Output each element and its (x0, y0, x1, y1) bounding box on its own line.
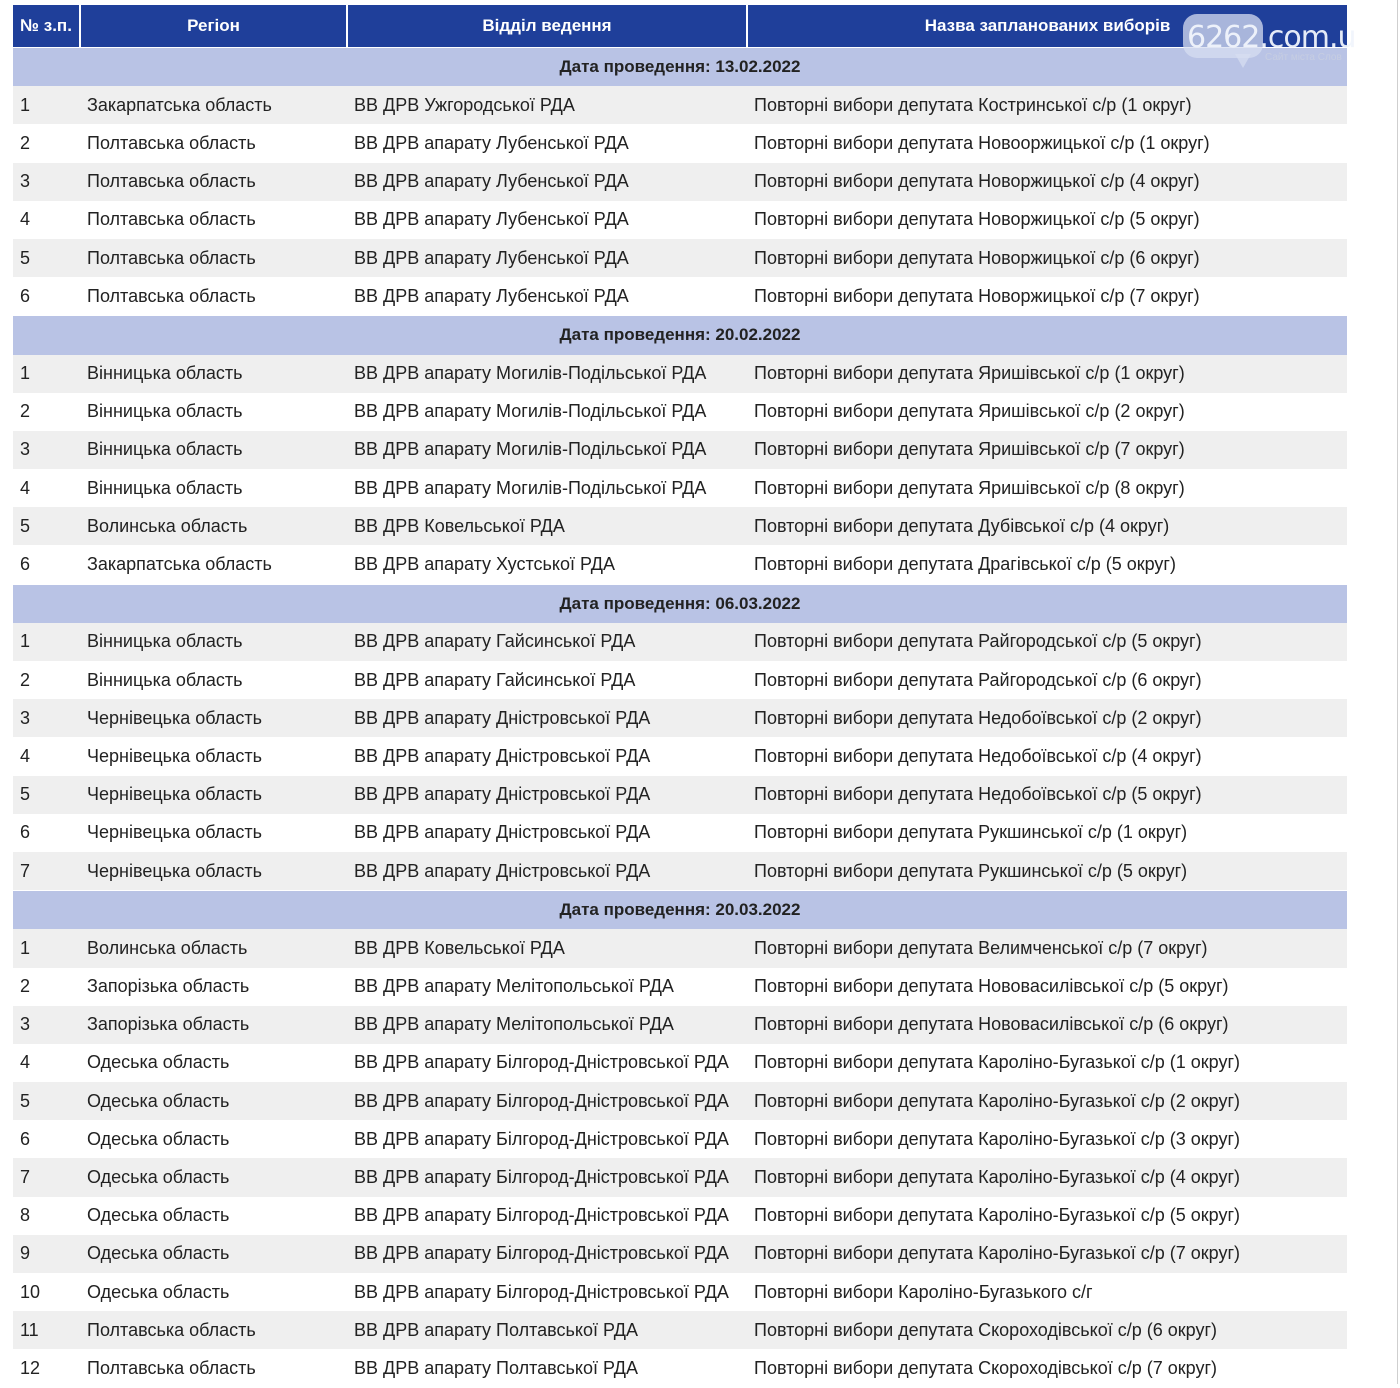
table-row (13, 507, 1347, 545)
table-row (13, 1158, 1347, 1196)
cell-election-name: Повторні вибори депутата Рукшинської с/р (5 округ) (747, 852, 1347, 891)
cell-number: 6 (13, 277, 80, 316)
cell-election-name: Повторні вибори депутата Яришівської с/р (2 округ) (747, 393, 1347, 431)
cell-election-name: Повторні вибори депутата Кароліно-Бугазької с/р (5 округ) (747, 1197, 1347, 1235)
cell-number: 6 (13, 545, 80, 584)
cell-number: 5 (13, 1082, 80, 1120)
cell-department: ВВ ДРВ апарату Білгород-Дністровської РДА (347, 1197, 747, 1235)
cell-number: 8 (13, 1197, 80, 1235)
table-row (13, 1197, 1347, 1235)
date-group-row (13, 891, 1347, 930)
cell-department: ВВ ДРВ апарату Мелітопольської РДА (347, 1006, 747, 1044)
cell-number: 1 (13, 355, 80, 393)
table-row (13, 239, 1347, 277)
cell-number: 4 (13, 469, 80, 507)
cell-election-name: Повторні вибори депутата Скороходівської с/р (6 округ) (747, 1311, 1347, 1349)
cell-department: ВВ ДРВ апарату Білгород-Дністровської РДА (347, 1273, 747, 1311)
table-row (13, 1349, 1347, 1387)
cell-number: 1 (13, 929, 80, 967)
logo-bubble-tail (1235, 54, 1251, 68)
table-row (13, 852, 1347, 891)
logo-text: 6262.com.u (1187, 20, 1356, 55)
cell-department: ВВ ДРВ апарату Білгород-Дністровської РДА (347, 1044, 747, 1082)
table-row (13, 968, 1347, 1006)
date-group-label: Дата проведення: 13.02.2022 (13, 48, 1347, 87)
cell-number: 3 (13, 699, 80, 737)
table-row (13, 1273, 1347, 1311)
date-group-row (13, 48, 1347, 87)
table-row (13, 1006, 1347, 1044)
date-group-label: Дата проведення: 20.02.2022 (13, 316, 1347, 355)
table-row (13, 1311, 1347, 1349)
cell-number: 5 (13, 507, 80, 545)
cell-region: Закарпатська область (80, 86, 347, 124)
cell-department: ВВ ДРВ апарату Могилів-Подільської РДА (347, 431, 747, 469)
cell-region: Запорізька область (80, 1006, 347, 1044)
cell-number: 5 (13, 239, 80, 277)
table-header (13, 5, 1347, 48)
cell-election-name: Повторні вибори депутата Новоржицької с/р (6 округ) (747, 239, 1347, 277)
cell-number: 11 (13, 1311, 80, 1349)
cell-region: Полтавська область (80, 277, 347, 316)
cell-region: Одеська область (80, 1082, 347, 1120)
cell-election-name: Повторні вибори депутата Новоржицької с/р (4 округ) (747, 163, 1347, 201)
elections-table (13, 5, 1347, 1388)
cell-department: ВВ ДРВ апарату Хустської РДА (347, 545, 747, 584)
cell-election-name: Повторні вибори депутата Скороходівської с/р (7 округ) (747, 1349, 1347, 1387)
cell-region: Полтавська область (80, 124, 347, 162)
cell-number: 7 (13, 1158, 80, 1196)
cell-election-name: Повторні вибори депутата Кароліно-Бугазької с/р (1 округ) (747, 1044, 1347, 1082)
cell-region: Одеська область (80, 1044, 347, 1082)
cell-department: ВВ ДРВ апарату Лубенської РДА (347, 124, 747, 162)
cell-region: Одеська область (80, 1273, 347, 1311)
cell-region: Полтавська область (80, 1311, 347, 1349)
cell-region: Вінницька область (80, 355, 347, 393)
table-row (13, 1082, 1347, 1120)
site-logo-watermark[interactable] (1183, 14, 1356, 76)
cell-election-name: Повторні вибори депутата Новоржицької с/р (7 округ) (747, 277, 1347, 316)
cell-number: 2 (13, 661, 80, 699)
cell-department: ВВ ДРВ апарату Мелітопольської РДА (347, 968, 747, 1006)
table-row (13, 201, 1347, 239)
cell-election-name: Повторні вибори депутата Яришівської с/р (7 округ) (747, 431, 1347, 469)
cell-number: 10 (13, 1273, 80, 1311)
cell-number: 4 (13, 737, 80, 775)
cell-election-name: Повторні вибори депутата Недобоївської с/р (4 округ) (747, 737, 1347, 775)
cell-department: ВВ ДРВ апарату Полтавської РДА (347, 1311, 747, 1349)
date-group-row (13, 584, 1347, 623)
header-election-name: Назва запланованих виборів (747, 5, 1347, 48)
cell-department: ВВ ДРВ апарату Лубенської РДА (347, 239, 747, 277)
date-group-label: Дата проведення: 06.03.2022 (13, 584, 1347, 623)
header-row (13, 5, 1347, 48)
cell-region: Чернівецька область (80, 852, 347, 891)
cell-election-name: Повторні вибори депутата Новооржицької с/р (1 округ) (747, 124, 1347, 162)
cell-department: ВВ ДРВ апарату Дністровської РДА (347, 776, 747, 814)
table-body (13, 48, 1347, 1388)
table-row (13, 469, 1347, 507)
cell-region: Одеська область (80, 1158, 347, 1196)
elections-table-container (13, 5, 1347, 1388)
cell-department: ВВ ДРВ Ковельської РДА (347, 929, 747, 967)
cell-number: 7 (13, 852, 80, 891)
table-row (13, 699, 1347, 737)
cell-number: 4 (13, 1044, 80, 1082)
cell-number: 3 (13, 1006, 80, 1044)
cell-department: ВВ ДРВ апарату Гайсинської РДА (347, 623, 747, 661)
cell-region: Полтавська область (80, 163, 347, 201)
cell-election-name: Повторні вибори депутата Рукшинської с/р (1 округ) (747, 814, 1347, 852)
cell-department: ВВ ДРВ апарату Полтавської РДА (347, 1349, 747, 1387)
cell-number: 6 (13, 814, 80, 852)
cell-region: Чернівецька область (80, 737, 347, 775)
table-row (13, 545, 1347, 584)
cell-region: Вінницька область (80, 469, 347, 507)
cell-region: Полтавська область (80, 239, 347, 277)
cell-department: ВВ ДРВ Ковельської РДА (347, 507, 747, 545)
cell-number: 2 (13, 393, 80, 431)
date-group-row (13, 316, 1347, 355)
cell-department: ВВ ДРВ апарату Могилів-Подільської РДА (347, 355, 747, 393)
table-row (13, 431, 1347, 469)
header-number: № з.п. (13, 5, 80, 48)
cell-department: ВВ ДРВ апарату Білгород-Дністровської РДА (347, 1120, 747, 1158)
cell-department: ВВ ДРВ апарату Дністровської РДА (347, 814, 747, 852)
cell-election-name: Повторні вибори депутата Яришівської с/р (1 округ) (747, 355, 1347, 393)
table-row (13, 393, 1347, 431)
cell-election-name: Повторні вибори депутата Новоржицької с/р (5 округ) (747, 201, 1347, 239)
table-row (13, 929, 1347, 967)
cell-department: ВВ ДРВ апарату Лубенської РДА (347, 201, 747, 239)
cell-number: 12 (13, 1349, 80, 1387)
cell-region: Чернівецька область (80, 699, 347, 737)
cell-region: Закарпатська область (80, 545, 347, 584)
cell-department: ВВ ДРВ апарату Білгород-Дністровської РДА (347, 1082, 747, 1120)
cell-election-name: Повторні вибори депутата Райгородської с/р (6 округ) (747, 661, 1347, 699)
cell-region: Чернівецька область (80, 776, 347, 814)
cell-region: Полтавська область (80, 201, 347, 239)
logo-subtitle: Сайт міста Слов (1265, 52, 1342, 63)
cell-election-name: Повторні вибори депутата Нововасилівської с/р (6 округ) (747, 1006, 1347, 1044)
cell-department: ВВ ДРВ апарату Лубенської РДА (347, 277, 747, 316)
cell-number: 3 (13, 431, 80, 469)
cell-election-name: Повторні вибори депутата Велимченської с/р (7 округ) (747, 929, 1347, 967)
cell-region: Запорізька область (80, 968, 347, 1006)
cell-department: ВВ ДРВ апарату Білгород-Дністровської РДА (347, 1235, 747, 1273)
table-row (13, 814, 1347, 852)
cell-region: Одеська область (80, 1120, 347, 1158)
cell-election-name: Повторні вибори депутата Костринської с/р (1 округ) (747, 86, 1347, 124)
cell-department: ВВ ДРВ апарату Лубенської РДА (347, 163, 747, 201)
cell-number: 9 (13, 1235, 80, 1273)
cell-region: Вінницька область (80, 623, 347, 661)
table-row (13, 124, 1347, 162)
table-row (13, 737, 1347, 775)
cell-region: Вінницька область (80, 393, 347, 431)
table-row (13, 86, 1347, 124)
cell-number: 1 (13, 86, 80, 124)
header-department: Відділ ведення (347, 5, 747, 48)
cell-region: Волинська область (80, 929, 347, 967)
cell-region: Вінницька область (80, 661, 347, 699)
cell-number: 2 (13, 124, 80, 162)
cell-department: ВВ ДРВ Ужгородської РДА (347, 86, 747, 124)
cell-number: 4 (13, 201, 80, 239)
table-row (13, 1044, 1347, 1082)
table-row (13, 355, 1347, 393)
cell-election-name: Повторні вибори Кароліно-Бугазького с/г (747, 1273, 1347, 1311)
table-row (13, 623, 1347, 661)
cell-election-name: Повторні вибори депутата Дубівської с/р (4 округ) (747, 507, 1347, 545)
cell-election-name: Повторні вибори депутата Яришівської с/р (8 округ) (747, 469, 1347, 507)
cell-region: Полтавська область (80, 1349, 347, 1387)
cell-election-name: Повторні вибори депутата Кароліно-Бугазької с/р (2 округ) (747, 1082, 1347, 1120)
table-row (13, 661, 1347, 699)
table-row (13, 163, 1347, 201)
table-row (13, 1120, 1347, 1158)
cell-election-name: Повторні вибори депутата Кароліно-Бугазької с/р (3 округ) (747, 1120, 1347, 1158)
cell-election-name: Повторні вибори депутата Кароліно-Бугазької с/р (4 округ) (747, 1158, 1347, 1196)
cell-department: ВВ ДРВ апарату Могилів-Подільської РДА (347, 469, 747, 507)
table-row (13, 277, 1347, 316)
cell-region: Одеська область (80, 1197, 347, 1235)
cell-election-name: Повторні вибори депутата Кароліно-Бугазької с/р (7 округ) (747, 1235, 1347, 1273)
cell-election-name: Повторні вибори депутата Нововасилівської с/р (5 округ) (747, 968, 1347, 1006)
cell-number: 2 (13, 968, 80, 1006)
cell-number: 5 (13, 776, 80, 814)
cell-election-name: Повторні вибори депутата Райгородської с/р (5 округ) (747, 623, 1347, 661)
cell-department: ВВ ДРВ апарату Могилів-Подільської РДА (347, 393, 747, 431)
date-group-label: Дата проведення: 20.03.2022 (13, 891, 1347, 930)
cell-region: Вінницька область (80, 431, 347, 469)
cell-number: 3 (13, 163, 80, 201)
cell-region: Одеська область (80, 1235, 347, 1273)
cell-department: ВВ ДРВ апарату Дністровської РДА (347, 699, 747, 737)
cell-department: ВВ ДРВ апарату Дністровської РДА (347, 737, 747, 775)
cell-election-name: Повторні вибори депутата Драгівської с/р (5 округ) (747, 545, 1347, 584)
right-edge-divider (1397, 0, 1398, 1384)
cell-number: 1 (13, 623, 80, 661)
table-row (13, 776, 1347, 814)
cell-department: ВВ ДРВ апарату Білгород-Дністровської РДА (347, 1158, 747, 1196)
cell-region: Чернівецька область (80, 814, 347, 852)
cell-election-name: Повторні вибори депутата Недобоївської с/р (5 округ) (747, 776, 1347, 814)
cell-election-name: Повторні вибори депутата Недобоївської с/р (2 округ) (747, 699, 1347, 737)
table-row (13, 1235, 1347, 1273)
cell-department: ВВ ДРВ апарату Гайсинської РДА (347, 661, 747, 699)
cell-number: 6 (13, 1120, 80, 1158)
cell-region: Волинська область (80, 507, 347, 545)
cell-department: ВВ ДРВ апарату Дністровської РДА (347, 852, 747, 891)
header-region: Регіон (80, 5, 347, 48)
